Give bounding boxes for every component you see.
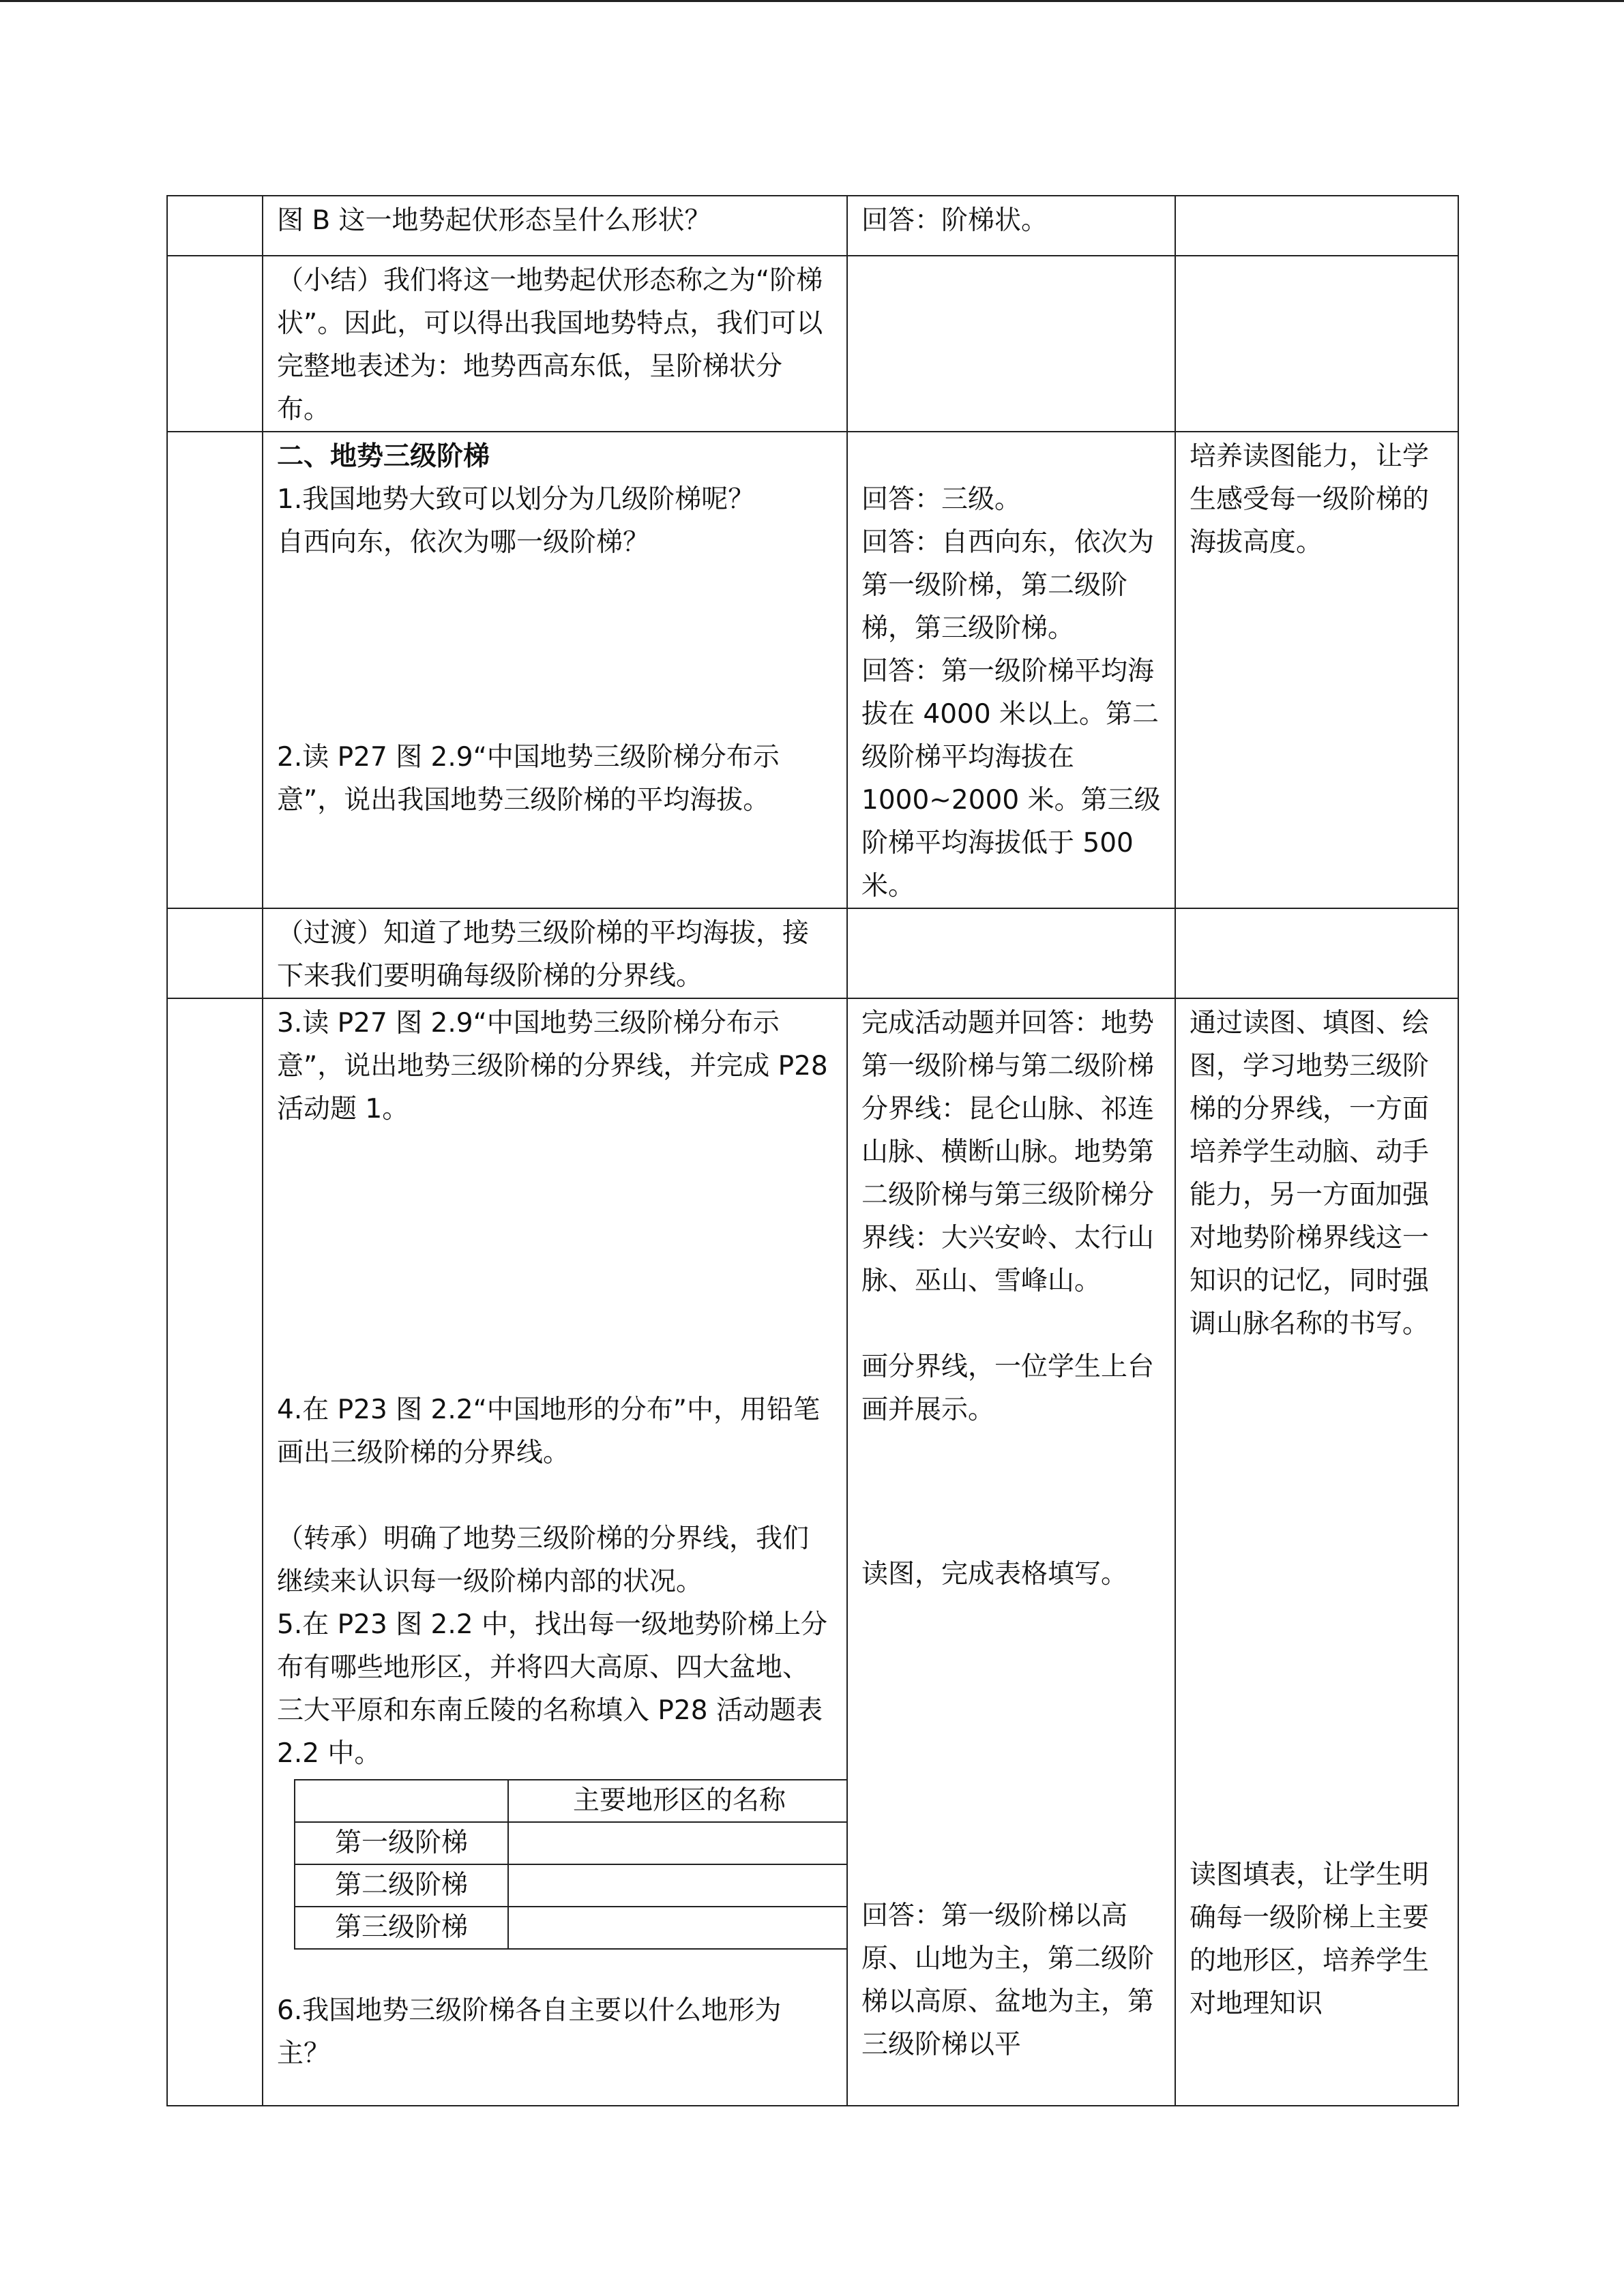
table-row: [167, 196, 1458, 256]
row-label-cell: [167, 196, 263, 256]
answer-text: 读图，完成表格填写。: [861, 1559, 1128, 1590]
question-text: 图 B 这一地势起伏形态呈什么形状？: [277, 205, 711, 236]
question-text: 3.读 P27 图 2.9“中国地势三级阶梯分布示意”，说出地势三级阶梯的分界线，并完成 P28 活动题 1。: [277, 1008, 828, 1124]
terrain-table-row: [295, 1907, 847, 1949]
step-label: 第二级阶梯: [295, 1864, 508, 1907]
section-heading: 二、地势三级阶梯: [277, 441, 490, 472]
row-label-cell: [167, 256, 263, 432]
intent-text: 培养读图能力，让学生感受每一级阶梯的海拔高度。: [1190, 441, 1430, 558]
answer-text: 完成活动题并回答：地势第一级阶梯与第二级阶梯分界线：昆仑山脉、祁连山脉、横断山脉。地势第二级阶梯与第三级阶梯分界线：大兴安岭、太行山脉、巫山、雪峰山。: [861, 1008, 1155, 1296]
question-text: 自西向东，依次为哪一级阶梯？: [277, 527, 650, 558]
teacher-activity-cell: [263, 432, 847, 908]
table-row: [167, 432, 1458, 908]
terrain-table-header: 主要地形区的名称: [508, 1780, 847, 1822]
question-text: 2.读 P27 图 2.9“中国地势三级阶梯分布示意”，说出我国地势三级阶梯的平均海拔。: [277, 742, 780, 816]
answer-text: 回答：阶梯状。: [861, 205, 1048, 236]
terrain-answer-cell[interactable]: [508, 1907, 847, 1949]
answer-text: 回答：第一级阶梯以高原、山地为主，第二级阶梯以高原、盆地为主，第三级阶梯以平: [861, 1900, 1155, 2060]
row-label-cell: [167, 432, 263, 908]
step-label: 第一级阶梯: [295, 1822, 508, 1864]
answer-text: 回答：第一级阶梯平均海拔在 4000 米以上。第二级阶梯平均海拔在 1000~2000 米。第三级阶梯平均海拔低于 500 米。: [861, 656, 1161, 901]
page-top-border: [0, 0, 1624, 2]
student-activity-cell: [847, 256, 1175, 432]
table-row: [167, 256, 1458, 432]
teacher-activity-cell: [263, 908, 847, 998]
question-text: 1.我国地势大致可以划分为几级阶梯呢？: [277, 484, 755, 515]
design-intent-cell: [1175, 908, 1458, 998]
transition-text: （转承）明确了地势三级阶梯的分界线，我们继续来认识每一级阶梯内部的状况。: [277, 1523, 810, 1597]
terrain-table-header-row: [295, 1780, 847, 1822]
design-intent-cell: [1175, 256, 1458, 432]
terrain-answer-cell[interactable]: [508, 1822, 847, 1864]
design-intent-cell: [1175, 196, 1458, 256]
answer-text: 画分界线，一位学生上台画并展示。: [861, 1352, 1155, 1425]
transition-text: （过渡）知道了地势三级阶梯的平均海拔，接下来我们要明确每级阶梯的分界线。: [277, 918, 810, 992]
intent-text: 通过读图、填图、绘图，学习地势三级阶梯的分界线，一方面培养学生动脑、动手能力，另一方面加强对地势阶梯界线这一知识的记忆，同时强调山脉名称的书写。: [1190, 1008, 1430, 1339]
lesson-plan-table: [166, 195, 1459, 2106]
question-text: 4.在 P23 图 2.2“中国地形的分布”中，用铅笔画出三级阶梯的分界线。: [277, 1395, 820, 1468]
question-text: 5.在 P23 图 2.2 中，找出每一级地势阶梯上分布有哪些地形区，并将四大高原、四大盆地、三大平原和东南丘陵的名称填入 P28 活动题表 2.2 中。: [277, 1609, 827, 1769]
answer-text: 回答：自西向东，依次为第一级阶梯，第二级阶梯，第三级阶梯。: [861, 527, 1155, 644]
terrain-table-row: [295, 1822, 847, 1864]
terrain-table-row: [295, 1864, 847, 1907]
terrain-table-corner-cell: [295, 1780, 508, 1822]
row-label-cell: [167, 908, 263, 998]
student-activity-cell: [847, 908, 1175, 998]
teacher-activity-cell: [263, 196, 847, 256]
summary-text: （小结）我们将这一地势起伏形态称之为“阶梯状”。因此，可以得出我国地势特点，我们可以完整地表述为：地势西高东低，呈阶梯状分布。: [277, 265, 823, 425]
table-row: [167, 998, 1458, 2106]
intent-text: 读图填表，让学生明确每一级阶梯上主要的地形区，培养学生对地理知识: [1190, 1860, 1430, 2019]
student-activity-cell: [847, 432, 1175, 908]
step-label: 第三级阶梯: [295, 1907, 508, 1949]
terrain-answer-cell[interactable]: [508, 1864, 847, 1907]
table-row: [167, 908, 1458, 998]
answer-text: 回答：三级。: [861, 484, 1022, 515]
design-intent-cell: [1175, 432, 1458, 908]
row-label-cell: [167, 998, 263, 2106]
teacher-activity-cell: [263, 998, 847, 2106]
terrain-fill-table: [294, 1779, 847, 1950]
design-intent-cell: [1175, 998, 1458, 2106]
student-activity-cell: [847, 998, 1175, 2106]
question-text: 6.我国地势三级阶梯各自主要以什么地形为主？: [277, 1995, 782, 2069]
teacher-activity-cell: [263, 256, 847, 432]
student-activity-cell: [847, 196, 1175, 256]
